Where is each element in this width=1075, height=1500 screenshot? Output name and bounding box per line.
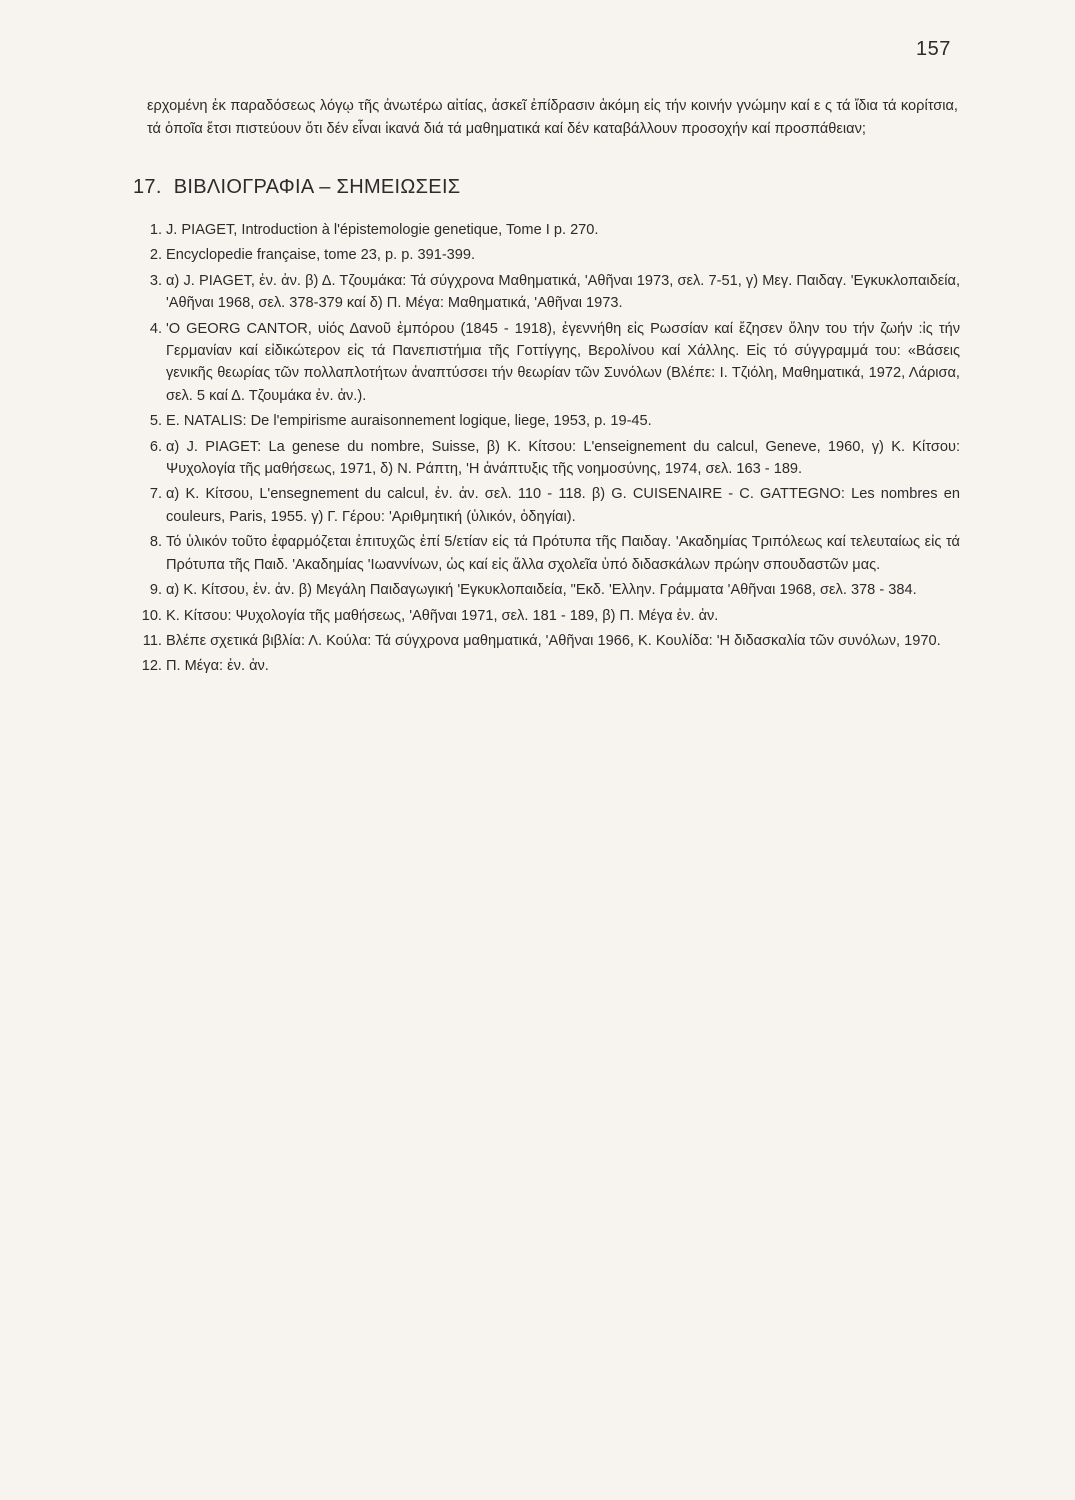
reference-item bbox=[133, 655, 960, 677]
reference-item bbox=[133, 219, 960, 241]
reference-item bbox=[133, 531, 960, 576]
reference-text: E. NATALIS: De l'empirisme auraisonnement logique, liege, 1953, p. 19-45. bbox=[166, 413, 652, 430]
reference-number: 5. bbox=[149, 413, 162, 430]
reference-text: α) Κ. Κίτσου, L'ensegnement du calcul, ἐν. ἀν. σελ. 110 - 118. β) G. CUISENAIRE - C. GATTEGNO: Les nombres en couleurs, Paris, 1955. γ) Γ. Γέρου: 'Αριθμητική (ὑλικόν, ὁδηγίαι). bbox=[166, 486, 960, 525]
intro-paragraph: ερχομένη ἐκ παραδόσεως λόγῳ τῆς ἀνωτέρω αἰτίας, ἀσκεῖ ἐπίδρασιν ἀκόμη εἰς τήν κοινήν γνώμην καί ε ς τά ἴδια τά κορίτσια, τά ὁποῖα ἔτσι πιστεύουν ὅτι δέν εἶναι ἱκανά διά τά μαθηματικά καί δέν καταβάλλουν προσοχήν καί προσπάθειαν; bbox=[147, 97, 958, 138]
reference-item bbox=[133, 630, 960, 652]
reference-text: Τό ὑλικόν τοῦτο ἐφαρμόζεται ἐπιτυχῶς ἐπί 5/ετίαν εἰς τά Πρότυπα τῆς Παιδαγ. 'Ακαδημίας Τριπόλεως καί τελευταίως εἰς τά Πρότυπα τῆς Παιδ. 'Ακαδημίας 'Ιωαννίνων, ὡς καί εἰς ἄλλα σχολεῖα ὑπό διδασκάλων πρώην σπουδαστῶν μας. bbox=[166, 534, 960, 573]
reference-item bbox=[133, 318, 960, 408]
reference-number: 10. bbox=[141, 607, 162, 624]
reference-number: 4. bbox=[149, 320, 162, 337]
reference-item bbox=[133, 579, 960, 601]
reference-item bbox=[133, 270, 960, 315]
reference-text: Κ. Κίτσου: Ψυχολογία τῆς μαθήσεως, 'Αθῆναι 1971, σελ. 181 - 189, β) Π. Μέγα ἐν. ἀν. bbox=[166, 607, 719, 624]
reference-text: 'Ο GEORG CANTOR, υἱός Δανοῦ ἐμπόρου (1845 - 1918), ἐγεννήθη εἰς Ρωσσίαν καί ἔζησεν ὅλην του τήν ζωήν :ἰς τήν Γερμανίαν καί εἰδικώτερον εἰς τά Πανεπιστήμια τῆς Γοττίγγης, Βερολίνου καί Χάλλης. Εἰς τό σύγγραμμά του: «Βάσεις γενικῆς θεωρίας τῶν πολλαπλοτήτων ἀναπτύσσει τήν θεωρίαν τῶν Συνόλων (Βλέπε: Ι. Τζιόλη, Μαθηματικά, 1972, Λάρισα, σελ. 5 καί Δ. Τζουμάκα ἐν. ἀν.). bbox=[166, 320, 960, 404]
section-number: 17. bbox=[133, 176, 162, 198]
reference-number: 2. bbox=[149, 247, 162, 264]
reference-item bbox=[133, 605, 960, 627]
reference-number: 12. bbox=[141, 658, 162, 675]
reference-text: Encyclopedie française, tome 23, p. p. 391-399. bbox=[166, 247, 476, 264]
reference-item bbox=[133, 483, 960, 528]
reference-item bbox=[133, 436, 960, 481]
reference-number: 3. bbox=[149, 272, 162, 289]
reference-text: Π. Μέγα: ἐν. ἀν. bbox=[166, 658, 269, 675]
reference-item bbox=[133, 410, 960, 432]
reference-number: 9. bbox=[149, 582, 162, 599]
reference-text: J. PIAGET, Introduction à l'épistemologie genetique, Tome I p. 270. bbox=[166, 222, 599, 238]
reference-list bbox=[133, 219, 960, 681]
section-title: ΒΙΒΛΙΟΓΡΑΦΙΑ – ΣΗΜΕΙΩΣΕΙΣ bbox=[173, 176, 461, 198]
reference-text: α) J. PIAGET, ἐν. ἀν. β) Δ. Τζουμάκα: Τά σύγχρονα Μαθηματικά, 'Αθῆναι 1973, σελ. 7-51, γ) Μεγ. Παιδαγ. 'Εγκυκλοπαιδεία, 'Αθῆναι 1968, σελ. 378-379 καί δ) Π. Μέγα: Μαθηματικά, 'Αθῆναι 1973. bbox=[166, 272, 960, 312]
page-number: 157 bbox=[916, 38, 951, 60]
reference-number: 11. bbox=[142, 632, 162, 649]
reference-text: α) J. PIAGET: La genese du nombre, Suisse, β) Κ. Κίτσου: L'enseignement du calcul, Geneve, 1960, γ) Κ. Κίτσου: Ψυχολογία τῆς μαθήσεως, 1971, δ) Ν. Ράπτη, 'Η ἀνάπτυξις τῆς νοημοσύνης, 1974, σελ. 163 - 189. bbox=[166, 438, 960, 478]
reference-item bbox=[133, 244, 960, 266]
reference-number: 1. bbox=[149, 222, 162, 238]
reference-text: α) Κ. Κίτσου, ἐν. ἀν. β) Μεγάλη Παιδαγωγική 'Εγκυκλοπαιδεία, "Εκδ. 'Ελλην. Γράμματα 'Αθῆναι 1968, σελ. 378 - 384. bbox=[166, 582, 917, 599]
section-heading bbox=[133, 176, 460, 199]
reference-number: 6. bbox=[149, 438, 162, 455]
reference-number: 7. bbox=[149, 486, 162, 503]
reference-text: Βλέπε σχετικά βιβλία: Λ. Κούλα: Τά σύγχρονα μαθηματικά, 'Αθῆναι 1966, Κ. Κουλίδα: 'Η διδασκαλία τῶν συνόλων, 1970. bbox=[166, 632, 941, 649]
reference-number: 8. bbox=[149, 534, 162, 551]
